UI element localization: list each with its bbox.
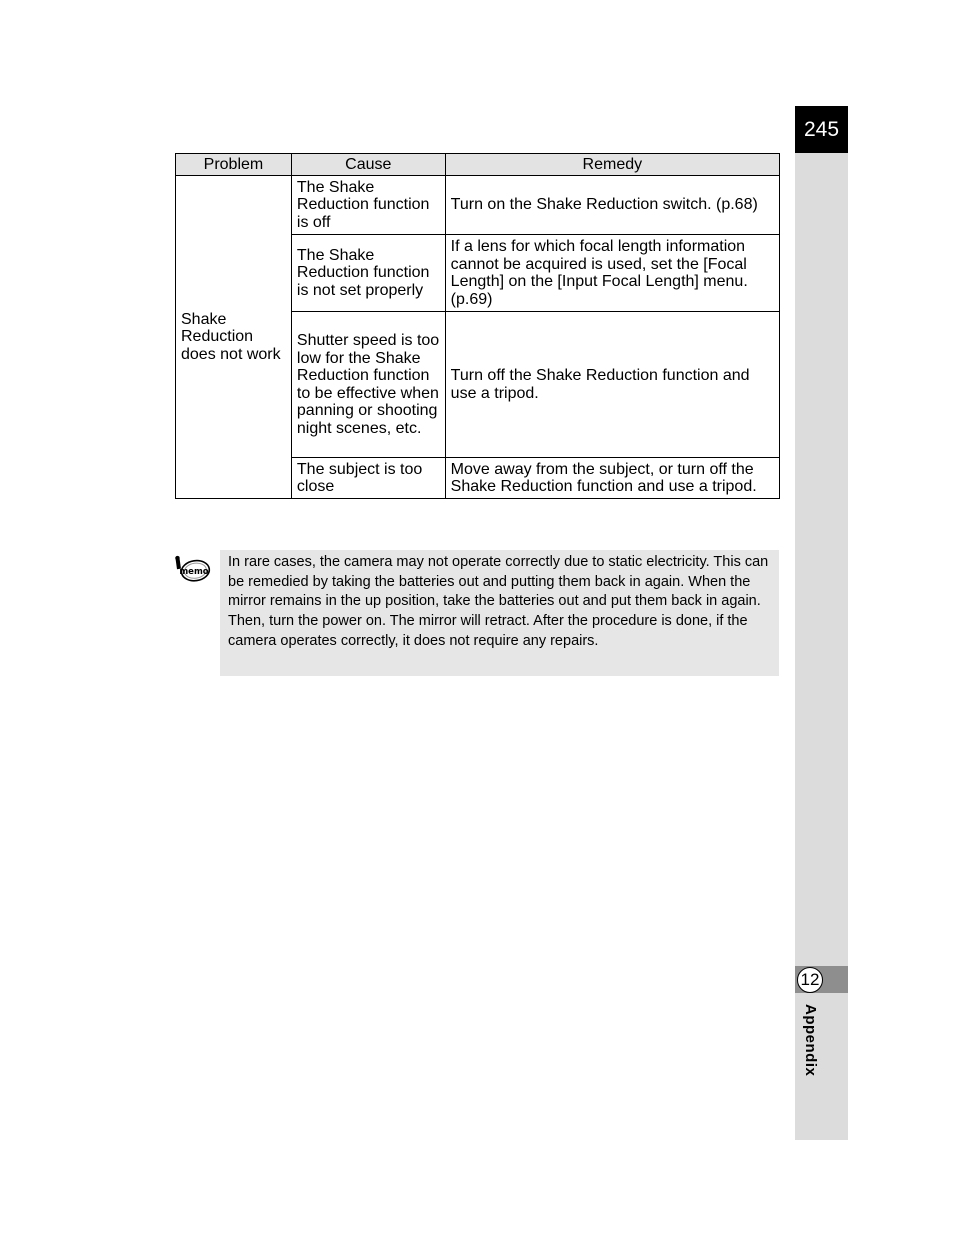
remedy-cell: Turn on the Shake Reduction switch. (p.68) bbox=[445, 176, 779, 235]
remedy-cell: Turn off the Shake Reduction function and use a tripod. bbox=[445, 312, 779, 458]
header-cause: Cause bbox=[291, 154, 445, 176]
header-remedy: Remedy bbox=[445, 154, 779, 176]
chapter-title: Appendix bbox=[802, 1004, 819, 1077]
cause-cell: The subject is too close bbox=[291, 458, 445, 499]
page-number: 245 bbox=[795, 106, 848, 153]
memo-icon bbox=[175, 552, 211, 584]
cause-cell: Shutter speed is too low for the Shake Reduction function to be effective when panning or shooting night scenes, etc. bbox=[291, 312, 445, 458]
table-header-row bbox=[176, 154, 780, 176]
cause-cell: The Shake Reduction function is not set properly bbox=[291, 235, 445, 312]
chapter-number: 12 bbox=[797, 967, 823, 993]
memo-box bbox=[220, 550, 779, 676]
memo-icon-label: memo bbox=[179, 567, 209, 577]
remedy-cell: If a lens for which focal length information cannot be acquired is used, set the [Focal Length] on the [Input Focal Length] menu. (p.69) bbox=[445, 235, 779, 312]
header-problem: Problem bbox=[176, 154, 292, 176]
cause-cell: The Shake Reduction function is off bbox=[291, 176, 445, 235]
troubleshooting-table bbox=[175, 153, 780, 499]
remedy-cell: Move away from the subject, or turn off the Shake Reduction function and use a tripod. bbox=[445, 458, 779, 499]
problem-cell: Shake Reduction does not work bbox=[176, 176, 292, 499]
memo-text: In rare cases, the camera may not operate correctly due to static electricity. This can be remedied by taking the batteries out and putting them back in again. When the mirror remains in the up position, take the batteries out and put them back in again. Then, turn the power on. The mirror will retract. After the procedure is done, if the camera operates correctly, it does not require any repairs. bbox=[228, 554, 769, 649]
table-row bbox=[176, 176, 780, 235]
